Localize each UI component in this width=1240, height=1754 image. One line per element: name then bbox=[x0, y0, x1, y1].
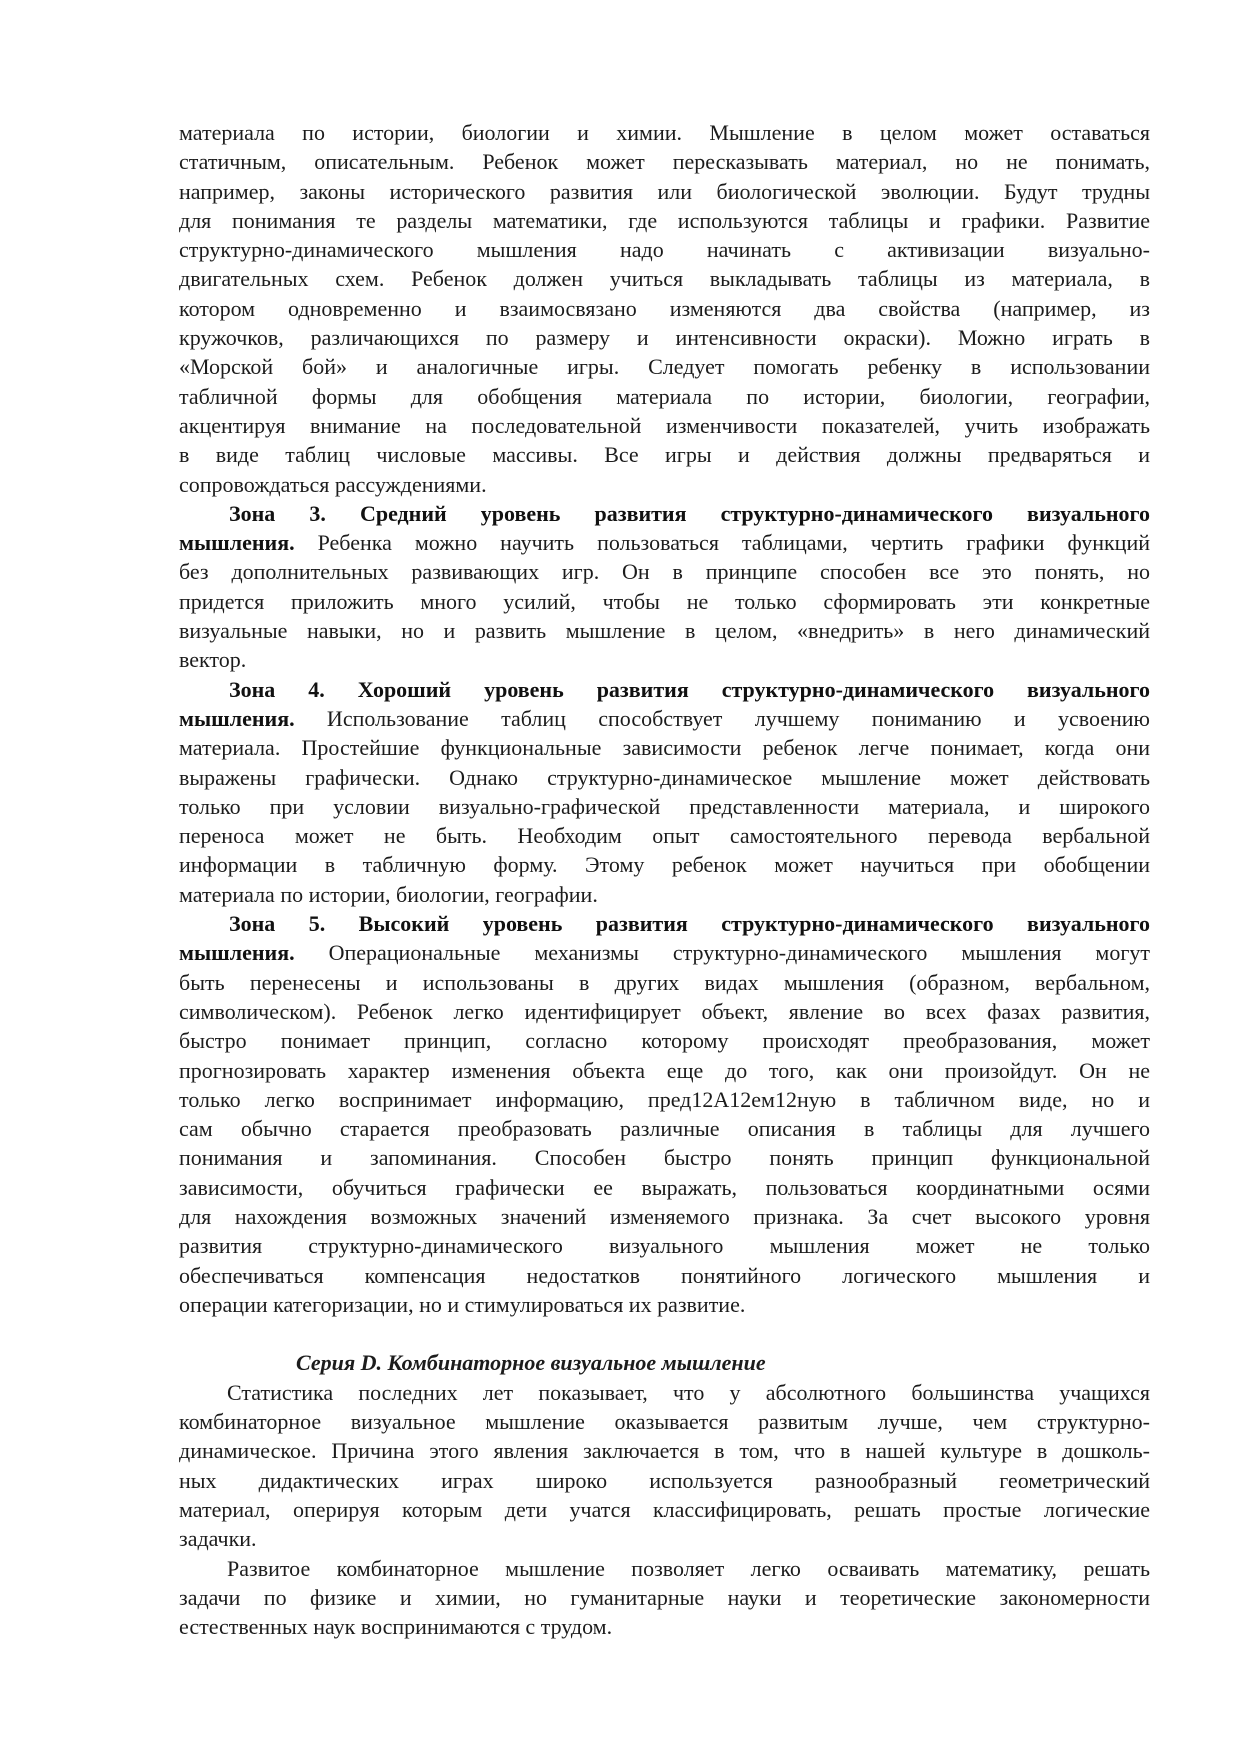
text-line: материала по истории, биологии и химии. Мышление в целом может оставаться bbox=[179, 120, 1150, 145]
zone-heading-bold: Зона 5. Высокий уровень развития структурно-динамического визуального bbox=[229, 911, 1150, 937]
text-line: развития структурно-динамического визуального мышления может не только bbox=[179, 1233, 1150, 1259]
text-line: без дополнительных развивающих игр. Он в принципе способен все это понять, но bbox=[179, 559, 1150, 585]
zone-heading-bold: мышления. bbox=[179, 705, 295, 731]
text-line: Развитое комбинаторное мышление позволяет легко осваивать математику, решать bbox=[227, 1555, 1150, 1581]
zone-heading-bold: Зона 3. Средний уровень развития структурно-динамического визуального bbox=[229, 500, 1150, 526]
text-line: задачки. bbox=[179, 1526, 257, 1552]
text-line: «Морской бой» и аналогичные игры. Следует помогать ребенку в использовании bbox=[179, 354, 1150, 380]
text-line: динамическое. Причина этого явления заключается в том, что в нашей культуре в дошколь- bbox=[179, 1438, 1150, 1464]
zone-heading-continuation-line bbox=[179, 938, 1150, 967]
text-line: вектор. bbox=[179, 647, 247, 673]
text-line: сам обычно старается преобразовать различные описания в таблицы для лучшего bbox=[179, 1116, 1150, 1142]
paragraph-continuation bbox=[179, 118, 1150, 499]
text-line: быть перенесены и использованы в других видах мышления (образном, вербальном, bbox=[179, 969, 1150, 995]
text-line: выражены графически. Однако структурно-динамическое мышление может действовать bbox=[179, 764, 1150, 790]
text-line: визуальные навыки, но и развить мышление в целом, «внедрить» в него динамический bbox=[179, 618, 1150, 644]
text-line: информации в табличную форму. Этому ребенок может научиться при обобщении bbox=[179, 852, 1150, 878]
text-line: статичным, описательным. Ребенок может пересказывать материал, но не понимать, bbox=[179, 149, 1150, 175]
text-line: кружочков, различающихся по размеру и интенсивности окраски). Можно играть в bbox=[179, 325, 1150, 351]
paragraph bbox=[179, 1554, 1150, 1642]
zone-paragraph bbox=[179, 675, 1150, 909]
document-page bbox=[179, 118, 1150, 1641]
text-line: структурно-динамического мышления надо начинать с активизации визуально- bbox=[179, 237, 1150, 263]
text-line: обеспечиваться компенсация недостатков понятийного логического мышления и bbox=[179, 1262, 1150, 1288]
zone-text: Использование таблиц способствует лучшему пониманию и усвоению bbox=[294, 705, 1150, 731]
text-line: комбинаторное визуальное мышление оказывается развитым лучше, чем структурно- bbox=[179, 1409, 1150, 1435]
zone-heading-bold: Зона 4. Хороший уровень развития структурно-динамического визуального bbox=[229, 676, 1150, 702]
zone-heading-line bbox=[179, 909, 1150, 938]
text-line: материала. Простейшие функциональные зависимости ребенок легче понимает, когда они bbox=[179, 735, 1150, 761]
text-line: материала по истории, биологии, географии. bbox=[179, 881, 598, 907]
zone-paragraph bbox=[179, 909, 1150, 1319]
text-line: двигательных схем. Ребенок должен учиться выкладывать таблицы из материала, в bbox=[179, 266, 1150, 292]
text-line: материал, оперируя которым дети учатся классифицировать, решать простые логические bbox=[179, 1496, 1150, 1522]
text-line: придется приложить много усилий, чтобы не только сформировать эти конкретные bbox=[179, 588, 1150, 614]
text-line: только при условии визуально-графической представленности материала, и широкого bbox=[179, 793, 1150, 819]
text-line: задачи по физике и химии, но гуманитарные науки и теоретические закономерности bbox=[179, 1584, 1150, 1610]
series-d-body bbox=[179, 1378, 1150, 1642]
zone-paragraph bbox=[179, 499, 1150, 675]
text-line: например, законы исторического развития или биологической эволюции. Будут трудны bbox=[179, 178, 1150, 204]
zone-heading-bold: мышления. bbox=[179, 940, 295, 966]
text-line: зависимости, обучиться графически ее выражать, пользоваться координатными осями bbox=[179, 1174, 1150, 1200]
text-line: понимания и запоминания. Способен быстро понять принцип функциональной bbox=[179, 1145, 1150, 1171]
zone-text: Операциональные механизмы структурно-динамического мышления могут bbox=[294, 940, 1150, 966]
text-line: быстро понимает принцип, согласно которому происходят преобразования, может bbox=[179, 1028, 1150, 1054]
text-line: ных дидактических играх широко используется разнообразный геометрический bbox=[179, 1467, 1150, 1493]
section-heading-series-d: Серия D. Комбинаторное визуальное мышление bbox=[296, 1350, 766, 1376]
text-line: сопровождаться рассуждениями. bbox=[179, 471, 487, 497]
text-line: естественных наук воспринимаются с трудом. bbox=[179, 1614, 613, 1640]
blank-line bbox=[179, 1319, 1150, 1348]
text-line: символическом). Ребенок легко идентифицирует объект, явление во всех фазах развития, bbox=[179, 998, 1150, 1024]
text-line: Статистика последних лет показывает, что у абсолютного большинства учащихся bbox=[227, 1379, 1150, 1405]
zone-text: Ребенка можно научить пользоваться таблицами, чертить графики функций bbox=[294, 530, 1150, 556]
text-line: операции категоризации, но и стимулироваться их развитие. bbox=[179, 1291, 746, 1317]
text-line: прогнозировать характер изменения объекта еще до того, как они произойдут. Он не bbox=[179, 1057, 1150, 1083]
zone-heading-line bbox=[179, 499, 1150, 528]
text-line: табличной формы для обобщения материала по истории, биологии, географии, bbox=[179, 383, 1150, 409]
text-line: акцентируя внимание на последовательной изменчивости показателей, учить изображать bbox=[179, 412, 1150, 438]
zone-heading-continuation-line bbox=[179, 704, 1150, 733]
zone-heading-continuation-line bbox=[179, 528, 1150, 557]
zone-heading-bold: мышления. bbox=[179, 530, 295, 556]
text-line: котором одновременно и взаимосвязано изменяются два свойства (например, из bbox=[179, 295, 1150, 321]
zone-heading-line bbox=[179, 675, 1150, 704]
paragraph bbox=[179, 1378, 1150, 1554]
text-line: переноса может не быть. Необходим опыт самостоятельного перевода вербальной bbox=[179, 823, 1150, 849]
zones-section bbox=[179, 499, 1150, 1319]
text-line: в виде таблиц числовые массивы. Все игры и действия должны предваряться и bbox=[179, 442, 1150, 468]
text-line: для нахождения возможных значений изменяемого признака. За счет высокого уровня bbox=[179, 1203, 1150, 1229]
text-line: для понимания те разделы математики, где используются таблицы и графики. Развитие bbox=[179, 207, 1150, 233]
text-line: только легко воспринимает информацию, пред12А12ем12ную в табличном виде, но и bbox=[179, 1086, 1150, 1112]
